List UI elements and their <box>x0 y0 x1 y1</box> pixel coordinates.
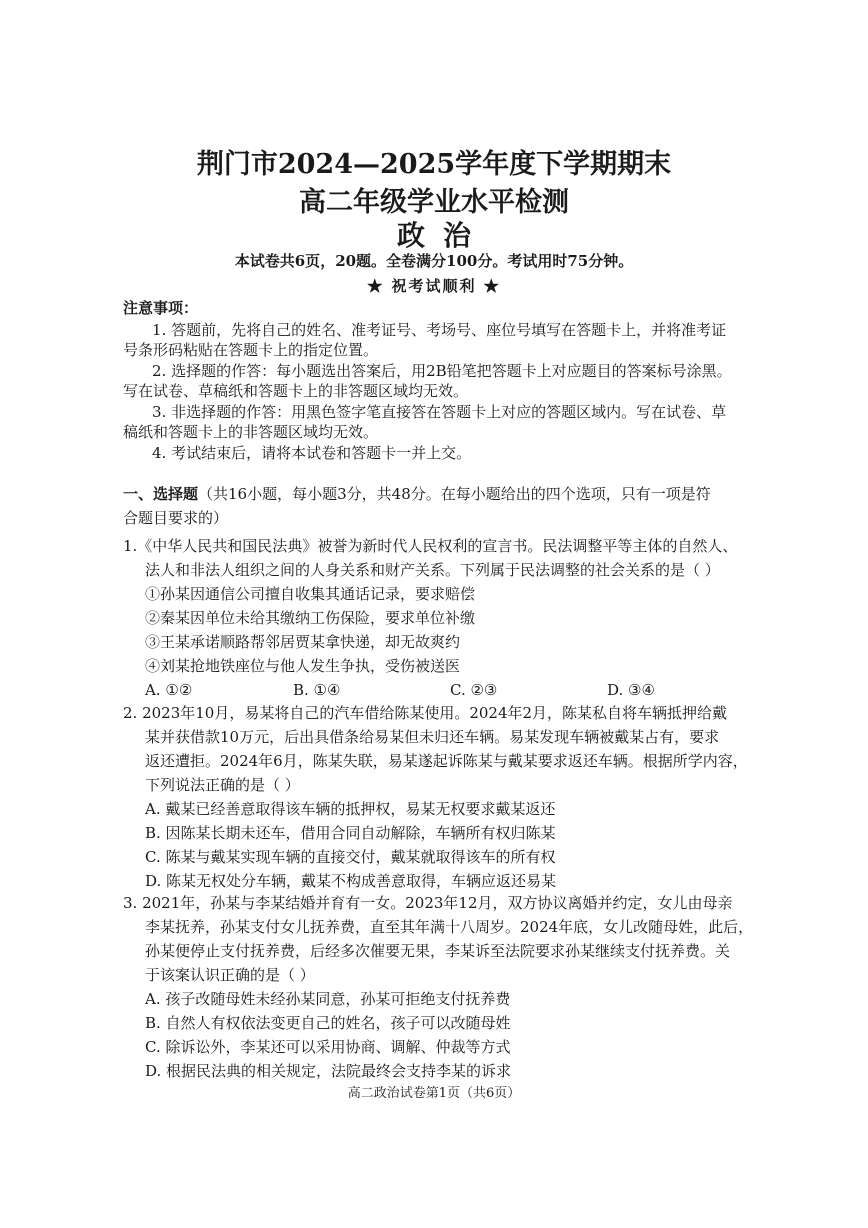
question-stem: 返还遭拒。2024年6月，陈某失联，易某遂起诉陈某与戴某要求返还车辆。根据所学内容， <box>145 752 748 770</box>
answer-option-b: B. 因陈某长期未还车，借用合同自动解除，车辆所有权归陈某 <box>145 824 556 842</box>
question-stem: 下列说法正确的是（ ） <box>145 776 300 794</box>
answer-option-b: B. 自然人有权依法变更自己的姓名，孩子可以改随母姓 <box>145 1014 511 1032</box>
answer-option-b: B. ①④ <box>293 681 341 699</box>
question-stem: 于该案认识正确的是（ ） <box>145 966 315 984</box>
question-item: ④刘某抢地铁座位与他人发生争执，受伤被送医 <box>145 657 461 675</box>
section-heading <box>123 484 711 504</box>
question-stem: 孙某便停止支付抚养费，后经多次催要无果，李某诉至法院要求孙某继续支付抚养费。关 <box>145 942 731 960</box>
answer-option-d: D. ③④ <box>607 681 655 699</box>
section-desc: （共16小题，每小题3分，共48分。在每小题给出的四个选项，只有一项是符 <box>198 485 711 503</box>
subject-title: 政治 <box>396 219 489 252</box>
answer-option-a: A. 孩子改随母姓未经孙某同意，孙某可拒绝支付抚养费 <box>145 990 511 1008</box>
notes-line: 3. 非选择题的作答：用黑色签字笔直接答在答题卡上对应的答题区域内。写在试卷、草 <box>152 403 727 421</box>
question-item: ①孙某因通信公司擅自收集其通话记录，要求赔偿 <box>145 585 476 603</box>
question-stem: 3. 2021年，孙某与李某结婚并育有一女。2023年12月，双方协议离婚并约定，女儿由母亲 <box>123 894 733 912</box>
good-luck-banner: ★ 祝考试顺利 ★ <box>367 277 501 295</box>
notes-heading: 注意事项： <box>123 299 199 317</box>
answer-option-c: C. 除诉讼外，李某还可以采用协商、调解、仲裁等方式 <box>145 1038 511 1056</box>
notes-line: 2. 选择题的作答：每小题选出答案后，用2B铅笔把答题卡上对应题目的答案标号涂黑。 <box>152 362 732 380</box>
exam-info: 本试卷共6页，20题。全卷满分100分。考试用时75分钟。 <box>234 252 634 270</box>
question-stem: 法人和非法人组织之间的人身关系和财产关系。下列属于民法调整的社会关系的是（ ） <box>145 561 720 579</box>
notes-line: 4. 考试结束后，请将本试卷和答题卡一并上交。 <box>152 444 472 462</box>
page-footer: 高二政治试卷第1页（共6页） <box>347 1086 521 1101</box>
answer-option-c: C. 陈某与戴某实现车辆的直接交付，戴某就取得该车的所有权 <box>145 848 556 866</box>
question-stem: 1.《中华人民共和国民法典》被誉为新时代人民权利的宣言书。民法调整平等主体的自然人、 <box>123 537 738 555</box>
question-stem: 2. 2023年10月，易某将自己的汽车借给陈某使用。2024年2月，陈某私自将车辆抵押给戴 <box>123 704 728 722</box>
answer-option-a: A. ①② <box>145 681 193 699</box>
notes-line: 稿纸和答题卡上的非答题区域均无效。 <box>123 423 379 441</box>
section-desc-line2: 合题目要求的） <box>123 509 229 527</box>
exam-title-line1: 荆门市2024—2025学年度下学期期末 <box>196 149 672 180</box>
question-item: ③王某承诺顺路帮邻居贾某拿快递，却无故爽约 <box>145 633 461 651</box>
answer-option-d: D. 陈某无权处分车辆，戴某不构成善意取得，车辆应返还易某 <box>145 872 557 890</box>
exam-title-line2: 高二年级学业水平检测 <box>299 187 569 218</box>
notes-line: 号条形码粘贴在答题卡上的指定位置。 <box>123 341 379 359</box>
section-title: 一、选择题 <box>123 485 199 503</box>
question-item: ②秦某因单位未给其缴纳工伤保险，要求单位补缴 <box>145 609 476 627</box>
question-stem: 李某抚养，孙某支付女儿抚养费，直至其年满十八周岁。2024年底，女儿改随母姓，此后， <box>145 918 754 936</box>
answer-option-a: A. 戴某已经善意取得该车辆的抵押权，易某无权要求戴某返还 <box>145 800 556 818</box>
notes-line: 1. 答题前，先将自己的姓名、准考证号、考场号、座位号填写在答题卡上，并将准考证 <box>152 321 727 339</box>
notes-line: 写在试卷、草稿纸和答题卡上的非答题区域均无效。 <box>123 382 469 400</box>
answer-option-d: D. 根据民法典的相关规定，法院最终会支持李某的诉求 <box>145 1062 512 1080</box>
answer-option-c: C. ②③ <box>450 681 498 699</box>
question-stem: 某并获借款10万元，后出具借条给易某但未归还车辆。易某发现车辆被戴某占有，要求 <box>145 728 720 746</box>
